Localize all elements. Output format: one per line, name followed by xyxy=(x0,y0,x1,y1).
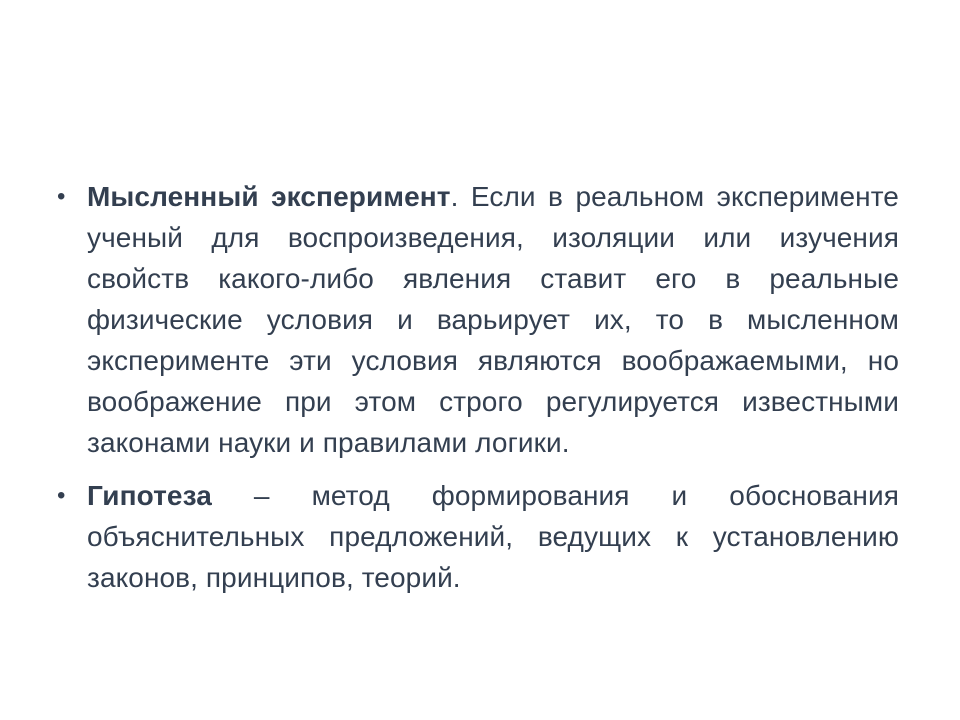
bullet-text: – метод формирования и обоснования объяснительных предложений, ведущих к установлению законов, принципов, теорий. xyxy=(87,480,899,593)
bullet-item-hypothesis xyxy=(57,475,899,598)
bullet-term: Мысленный эксперимент xyxy=(87,181,451,212)
bullet-list xyxy=(57,176,899,610)
bullet-icon: • xyxy=(57,183,66,210)
bullet-item-thought-experiment xyxy=(57,176,899,463)
bullet-paragraph xyxy=(87,176,899,463)
bullet-paragraph xyxy=(87,475,899,598)
bullet-term: Гипотеза xyxy=(87,480,212,511)
bullet-text: . Если в реальном эксперименте ученый для воспроизведения, изоляции или изучения свойств какого-либо явления ставит его в реальные физические условия и варьирует их, то в мысленном эксперименте эти условия являются воображаемыми, но воображение при этом строго регулируется известными законами науки и правилами логики. xyxy=(87,181,899,458)
bullet-icon: • xyxy=(57,482,66,509)
